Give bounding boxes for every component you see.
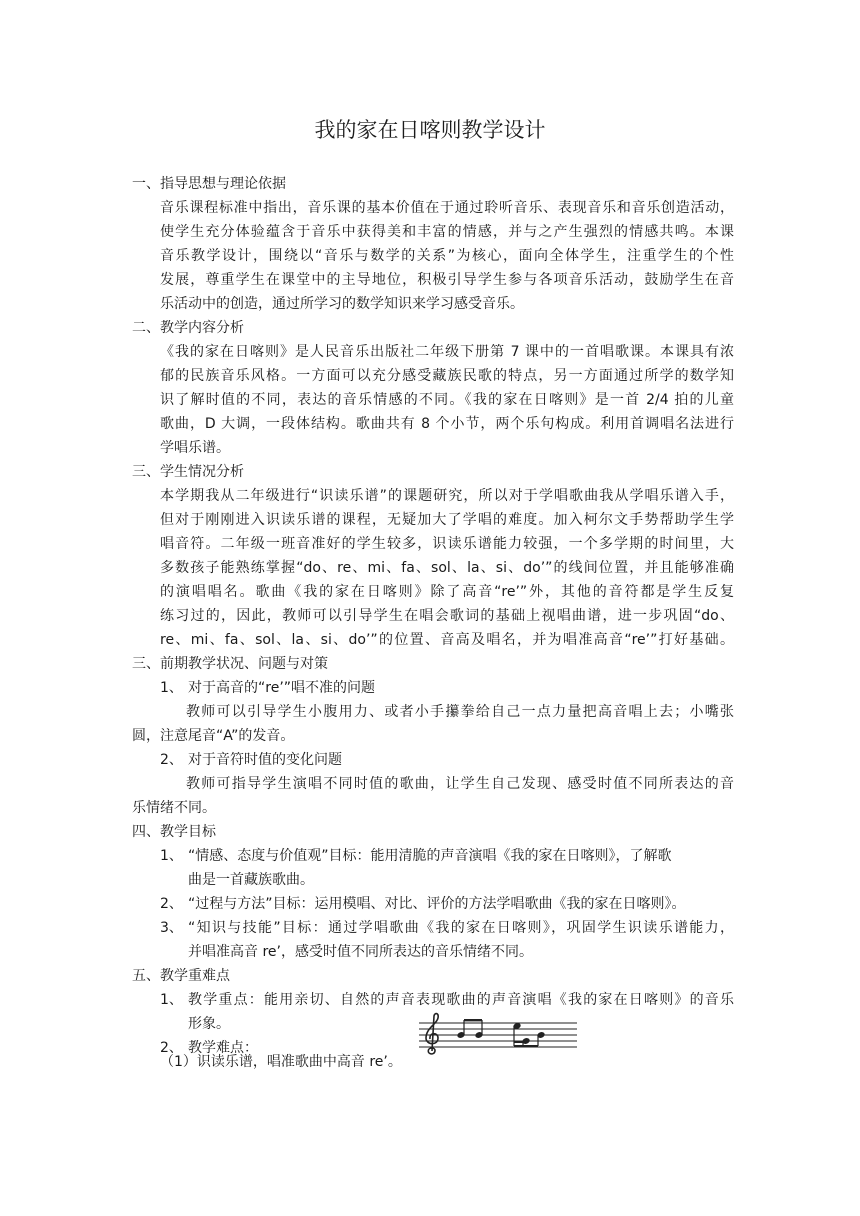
list-item-text: 并唱准高音 re’，感受时值不同所表达的音乐情绪不同。: [188, 944, 533, 960]
list-item-text: 教学难点：: [188, 1040, 258, 1056]
paragraph-line: 学唱乐谱。: [160, 440, 230, 456]
section-heading: 一、指导思想与理论依据: [132, 176, 286, 192]
section-heading: 五、教学重难点: [132, 968, 230, 984]
list-item-text: 形象。: [188, 1016, 230, 1032]
paragraph-line: 本学期我从二年级进行“识读乐谱”的课题研究，所以对于学唱歌曲我从学唱乐谱入手，: [160, 488, 734, 504]
note-beam: [464, 1019, 482, 1021]
paragraph-line: 多数孩子能熟练掌握“do、re、mi、fa、sol、la、si、do’”的线间位置，并且能够准确: [160, 560, 734, 576]
paragraph-line: 《我的家在日喀则》是人民音乐出版社二年级下册第 7 课中的一首唱歌课。本课具有浓: [160, 344, 734, 360]
paragraph-line: 识了解时值的不同，表达的音乐情感的不同。《我的家在日喀则》是一首 2/4 拍的儿童: [160, 392, 734, 408]
document-title: 我的家在日喀则教学设计: [314, 118, 546, 142]
section-heading: 二、教学内容分析: [132, 320, 244, 336]
paragraph-line: 唱音符。二年级一班音准好的学生较多，识读乐谱能力较强，一个多学期的时间里，大: [160, 536, 734, 552]
list-item-label: 对于高音的“re’”唱不准的问题: [188, 680, 376, 696]
list-item-text: 教学重点：能用亲切、自然的声音表现歌曲的声音演唱《我的家在日喀则》的音乐: [188, 992, 734, 1008]
list-item-label: 对于音符时值的变化问题: [188, 752, 342, 768]
list-item-text: 曲是一首藏族歌曲。: [188, 872, 314, 888]
paragraph-line: re、mi、fa、sol、la、si、do’”的位置、音高及唱名，并为唱准高音“re’”打好基础。: [160, 632, 734, 648]
paragraph-line: 郁的民族音乐风格。一方面可以充分感受藏族民歌的特点，另一方面通过所学的数学知: [160, 368, 734, 384]
paragraph-line: 乐情绪不同。: [132, 800, 216, 816]
sub-point-text: （1）识读乐谱，唱准歌曲中高音 re’。: [160, 1054, 402, 1070]
paragraph-line: 圆，注意尾音“A”的发音。: [132, 728, 295, 744]
paragraph-line: 的演唱唱名。歌曲《我的家在日喀则》除了高音“re’”外，其他的音符都是学生反复: [160, 584, 734, 600]
list-item-text: “知识与技能”目标：通过学唱歌曲《我的家在日喀则》，巩固学生识读乐谱能力，: [188, 920, 734, 936]
paragraph-line: 乐活动中的创造，通过所学习的数学知识来学习感受音乐。: [160, 296, 524, 312]
section-heading: 三、学生情况分析: [132, 464, 244, 480]
list-number: 3、: [160, 920, 183, 936]
list-number: 1、: [160, 992, 183, 1008]
list-number: 1、: [160, 848, 183, 864]
paragraph-line: 音乐教学设计，围绕以“音乐与数学的关系”为核心，面向全体学生，注重学生的个性: [160, 248, 734, 264]
paragraph-line: 但对于刚刚进入识读乐谱的课程，无疑加大了学唱的难度。加入柯尔文手势帮助学生学: [160, 512, 734, 528]
paragraph-line: 练习过的，因此，教师可以引导学生在唱会歌词的基础上视唱曲谱，进一步巩固“do、: [160, 608, 734, 624]
paragraph-line: 教师可指导学生演唱不同时值的歌曲，让学生自己发现、感受时值不同所表达的音: [186, 776, 734, 792]
paragraph-line: 歌曲，D 大调，一段体结构。歌曲共有 8 个小节，两个乐句构成。利用首调唱名法进行: [160, 416, 734, 432]
list-item-text: “过程与方法”目标：运用模唱、对比、评价的方法学唱歌曲《我的家在日喀则》。: [188, 896, 686, 912]
paragraph-line: 教师可以引导学生小腹用力、或者小手攥拳给自己一点力量把高音唱上去；小嘴张: [186, 704, 734, 720]
list-number: 1、: [160, 680, 183, 696]
list-number: 2、: [160, 896, 183, 912]
list-number: 2、: [160, 1040, 183, 1056]
treble-clef-icon: [426, 1014, 438, 1054]
list-number: 2、: [160, 752, 183, 768]
paragraph-line: 使学生充分体验蕴含于音乐中获得美和丰富的情感，并与之产生强烈的情感共鸣。本课: [160, 224, 734, 240]
section-heading: 四、教学目标: [132, 824, 216, 840]
section-heading: 三、前期教学状况、问题与对策: [132, 656, 328, 672]
paragraph-line: 音乐课程标准中指出，音乐课的基本价值在于通过聆听音乐、表现音乐和音乐创造活动，: [160, 200, 734, 216]
music-staff-image: [419, 1011, 579, 1057]
note-beam: [514, 1045, 538, 1047]
list-item-text: “情感、态度与价值观”目标：能用清脆的声音演唱《我的家在日喀则》，了解歌: [188, 848, 672, 864]
paragraph-line: 发展，尊重学生在课堂中的主导地位，积极引导学生参与各项音乐活动，鼓励学生在音: [160, 272, 734, 288]
